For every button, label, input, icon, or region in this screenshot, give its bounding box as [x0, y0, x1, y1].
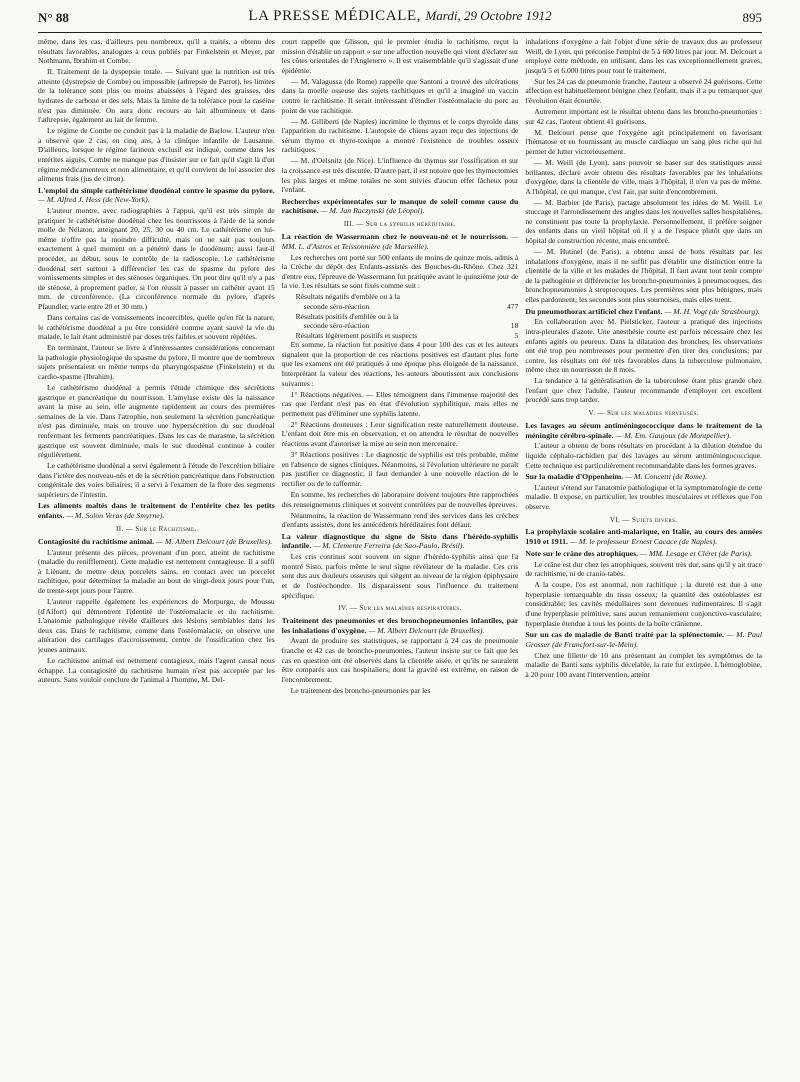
- heading-title: Contagiosité du rachitisme animal.: [38, 536, 155, 546]
- paragraph: inhalations d'oxygène a fait l'objet d'une série de travaux dus au professeur Weill, de Lyon, qui préconise l'emploi de 5 à 600 litres par jour. M. Delcourt a employé cette méthode, en utilisant, dans les cas exceptionnellement graves, jusqu'à 5 et 6.000 litres pour tout le traitement.: [525, 37, 763, 75]
- heading-author: — MM. Lesage et Cléret (de Paris).: [640, 548, 752, 558]
- section-heading: VI. — Sujets divers.: [609, 515, 678, 524]
- article-heading: [38, 537, 275, 547]
- paragraph: Les recherches ont porté sur 500 enfants de moins de quinze mois, admis à la Crèche du dépôt des Enfants-assistés des Bouches-du-Rhône. Chez 321 d'entre eux, l'épreuve de Wassermann fut pratiquée avant le quinzième jour de la vie. Les résultats se sont fixés comme suit :: [281, 252, 519, 291]
- paragraph: Le cathétérisme duodénal a permis l'étude chimique des sécrétions gastrique et pancréatique du nourrisson. L'amylase existe dès la naissance avant la mise au sein, elle augmente rapidement au cours des premières semaines de la vie. Dans l'atrophie, non seulement la sécrétion pancréatique n'est pas diminuée, mais on trouve une hypersécrétion du suc duodénal renfermant les ferments pancréatiques. Dans les cas de marasme, la sécrétion gastrique est souvent diminuée, mais le suc duodénal continue à couler régulièrement.: [38, 383, 275, 460]
- paragraph: La tendance à la généralisation de la tuberculose étant plus grande chez l'enfant que chez l'adulte, l'auteur recommande d'employer cet excellent procédé sans trop tarder.: [525, 376, 763, 405]
- paragraph: Le régime de Combe ne conduit pas à la maladie de Barlow. L'auteur n'en a observé que 2 cas, en cinq ans, à la clinique infantile de Lausanne. D'ailleurs, lorsque le régime farineux exclusif est indiqué, comme dans les entérites aiguës, Combe ne manque pas d'insister sur ce fait qu'il s'agit là d'un régime médicamenteux et non alimentaire, et qu'il convient de lui associer des aliments frais (jus de citron).: [38, 126, 275, 184]
- result-label: seconde séro-réaction: [303, 321, 370, 331]
- paragraph: Chez une fillette de 10 ans présentant au complet les symptômes de la maladie de Banti sans syphilis décelable, la rate fut extirpée. L'hémoglobine, à 20 pour 100 avant l'intervention, atteint: [525, 650, 763, 679]
- heading-author: — M. Albert Delcourt (de Bruxelles).: [156, 536, 273, 546]
- heading-author: — M. Albert Delcourt (de Bruxelles).: [368, 625, 485, 635]
- result-row: [282, 331, 519, 341]
- heading-title: La réaction de Wassermann chez le nouveau-né et le nourrisson.: [281, 232, 509, 242]
- heading-author: — M. Em. Gaujoux (de Montpellier).: [615, 430, 732, 440]
- article-heading: [282, 616, 519, 635]
- article-heading: [38, 501, 275, 520]
- paragraph: Dans certains cas de vomissements incoercibles, quelle qu'en fût la nature, le cathétérisme duodénal a pu être considéré comme ayant sauvé la vie du malade, le lait étant administré par doses très faibles et souvent répétées.: [38, 313, 275, 342]
- article-heading: [282, 197, 519, 216]
- running-title: LA PRESSE MÉDICALE, Mardi, 29 Octobre 1912: [248, 8, 552, 24]
- paragraph: L'auteur s'étend sur l'anatomie pathologique et la symptomatologie de cette maladie. Il expose, en particulier, les troubles musculaires et réflexes que l'on observe.: [525, 482, 763, 512]
- paragraph: — M. Barbier (de Paris), partage absolument les idées de M. Weill. Le stuccage et l'arrondissement des angles dans les nouvelles salles hospitalières, ne constituent pas toute la prophylaxie. Personnellement, il préfère soigner des enfants dans un vieil hôpital où il y a de l'espace plutôt que dans un hôpital de construction récente, mais encombré.: [525, 197, 763, 246]
- article-heading: [282, 232, 519, 251]
- article-heading: [525, 307, 762, 317]
- heading-author: — MM. L. d'Astros et Teissonnière (de Marseille).: [281, 232, 519, 251]
- heading-title: La valeur diagnostique du signe de Sisto dans l'hérédo-syphilis infantile.: [281, 531, 519, 551]
- result-label: Résultats négatifs d'emblée ou à la: [295, 292, 400, 302]
- paragraph: Sur les 24 cas de pneumonie franche, l'auteur a observé 24 guérisons. Cette affection est habituellement bénigne chez l'enfant, mais il a pu remarquer que l'évolution était écourtée.: [525, 76, 763, 105]
- article-heading: [525, 421, 762, 440]
- paragraph: Néanmoins, la réaction de Wassermann rend des services dans les crèches d'enfants assistés, dont les antécédents héréditaires font défaut.: [281, 510, 519, 530]
- paragraph: Autrement important est le résultat obtenu dans les broncho-pneumonies : sur 42 cas, l'auteur obtient 41 guérisons.: [525, 107, 763, 126]
- paragraph: — M. Gilliberti (de Naples) incrimine le thymus et le corps thyroïde dans l'apparition du rachitisme. L'autopsie de chiens ayant reçu des injections de sérum thymo et thyro-toxique a montré l'existence de troubles osseux rachitiques.: [281, 116, 519, 155]
- paragraph: 1° Réactions négatives. — Elles témoignent dans l'immense majorité des cas que l'enfant n'est pas en état d'évolution syphilitique, mais elles ne permettent pas d'éliminer une syphilis latente.: [281, 389, 519, 418]
- paragraph: Le traitement des broncho-pneumonies par les: [290, 685, 431, 695]
- result-row: [282, 302, 519, 312]
- paragraph: — M. d'Oelsnitz (de Nice). L'influence du thymus sur l'ossification et sur la croissance est très discutée. D'autre part, il est notoire que les thymectomies les plus larges et même totales ne sont suivies d'aucun effet fâcheux pour l'enfant.: [281, 156, 519, 195]
- heading-author: — M. le professeur Ernest Cacace (de Naples).: [569, 537, 718, 547]
- heading-title: Recherches expérimentales sur le manque de soleil comme cause du rachitisme.: [281, 196, 519, 216]
- section-heading: II. — Sur le Rachitisme.: [116, 524, 197, 533]
- page-number: 895: [742, 10, 762, 25]
- paragraph: En somme, la réaction fut positive dans 4 pour 100 des cas et les auteurs signalent que la proportion de ces réactions positives est d'autant plus forte que les examens ont été pratiqués à une époque plus éloignée de la naissance. Interprétant la valeur des réactions, les auteurs aboutissent aux conclusions suivantes :: [281, 340, 519, 388]
- paragraph: En collaboration avec M. Pielsticker, l'auteur a pratiqué des injections intra-pleurales d'azote. Une anesthésie courte est parfois nécessaire chez les enfants agités ou peureux. Dans la dilatation des bronches, les observations ont été trop peu nombreuses pour permettre d'en tirer des conclusions; par contre, les résultats ont été très favorables dans la tuberculose pulmonaire, même chez un nourrisson de 8 mois.: [525, 317, 763, 375]
- page-header: [38, 4, 762, 33]
- paragraph: L'auteur a obtenu de bons résultats en procédant à la dilution étendue du liquide céphalo-rachidien par des lavages au sérum antiméningococcique. Cette technique est particulièrement recommandable dans les formes graves.: [525, 441, 763, 470]
- paragraph: Les cris continus sont souvent un signe d'hérédo-syphilis ainsi que l'a montré Sisto, parfois même le seul signe révélateur de la maladie. Ces cris sont dus aux douleurs osseuses qui siègent au niveau de la région épiphysaire et de l'ostéochondre. Ils disparaissent sous l'influence du traitement spécifique.: [281, 552, 519, 600]
- result-label: Résultats légèrement positifs et suspects: [295, 330, 418, 340]
- heading-author: — M. Clemente Ferreira (de Sao-Paulo, Brésil).: [313, 541, 465, 551]
- paragraph: L'auteur présente des pièces, provenant d'un porc, atteint de rachitisme (maladie du renifflement). Cette maladie est nettement contagieuse. Il a suffi à Liénant, de mettre deux porcelets sains, en contact avec un porcelet rachitique, pour déterminer la maladie au bout de vingt-deux jours pour l'un, de trente-sept jours pour l'autre.: [38, 547, 275, 595]
- paragraph: L'auteur montre, avec radiographies à l'appui, qu'il est très simple de pratiquer le cathétérisme duodénal chez les nourrissons à l'aide de la sonde molle de Nélaton, atteignant 20, 25, 30 ou 40 cm. Le cathétérisme en lui-même n'offre pas la moindre difficulté, mais on ne sait pas toujours exactement à quel moment on a pénétré dans le duodénum; aussi faut-il procéder, au début, sous le contrôle de la radioscopie. Le cathétérisme duodénal sert surtout à différencier les cas de spasme du pylore des vomissements simples et des sténoses organiques. On peut dire qu'il n'y a pas de sténose, à proprement parler, si l'on réussit à passer un cathéter ayant 15 mm. de circonférence. (La circonférence normale du pylore, d'après Pfaundler, varie entre 20 et 30 mm.): [38, 206, 275, 311]
- column-2: [282, 37, 519, 1077]
- heading-author: — M. Concetti (de Rome).: [625, 472, 707, 482]
- results-table: [282, 292, 519, 340]
- heading-author: — M. H. Vogt (de Strasbourg).: [664, 306, 760, 316]
- heading-title: Note sur le crâne des atrophiques.: [525, 548, 639, 558]
- article-heading: [525, 549, 762, 559]
- paragraph: II. Traitement de la dyspepsie totale. — Suivant que la nutrition est très atteinte (dystrepsie de Combe) ou impossible (athrepsie de Parrot), les limites de la tolérance sont plus ou moins abaissées à l'égard des graisses, des hydrates de carbone et des sels. Mais la limite de la tolérance pour la caséine n'est pas diminuée. On aura donc recours au lait albumineux et dans l'athrepsie, également au lait de femme.: [38, 67, 275, 125]
- result-row: [282, 321, 519, 331]
- article-columns: [38, 37, 762, 1077]
- article-heading: [282, 532, 519, 551]
- heading-title: Sur la maladie d'Oppenheim.: [525, 472, 624, 482]
- paragraph: Avant de produire ses statistiques, se rapportant à 24 cas de pneumonie franche et 42 cas de broncho-pneumonies, l'auteur insiste sur ce fait que les cas en question ont été observés dans la clientèle aisée, et qu'ils ne sauraient être comparés aux cas hospitaliers, dont la gravité est extrême, en raison de l'encombrement.: [281, 636, 519, 684]
- issue-number: N° 88: [38, 10, 69, 25]
- paragraph: 3° Réactions positives : Le diagnostic de syphilis est très probable, même en l'absence de signes cliniques. Néanmoins, si l'évolution ultérieure ne paraît pas justifier ce diagnostic, il faut demander à une nouvelle réaction de le rectifier ou de le raffermir.: [281, 450, 519, 488]
- issue-date: Mardi, 29 Octobre 1912: [425, 8, 552, 23]
- heading-author: — M. Paul Grosser (de Francfort-sur-le-Mein).: [525, 630, 762, 649]
- heading-author: — M. Solon Veras (de Smyrne).: [66, 511, 165, 521]
- heading-title: La prophylaxie scolaire anti-malarique, en Italie, au cours des années 1910 et 1911.: [525, 527, 763, 547]
- column-3: [525, 37, 762, 1077]
- result-row: [282, 312, 519, 322]
- result-value: 5: [514, 330, 519, 340]
- heading-author: — M. Jan Raczynski (de Léopol).: [320, 206, 425, 216]
- heading-title: Du pneumothorax artificiel chez l'enfant.: [525, 306, 663, 316]
- section-heading: III. — Sur la syphilis héréditaire.: [343, 220, 457, 229]
- result-value: 18: [510, 321, 519, 331]
- paragraph: Le cathétérisme duodénal a servi également à l'étude de l'excrétion biliaire dans l'ictère des nouveau-nés et de la sécrétion pancréatique dans l'obstruction congénitale des voies biliaires; il a servi à l'examen de la flore des segments supérieurs de l'intestin.: [38, 461, 275, 499]
- result-label: Résultats positifs d'emblée ou à la: [295, 311, 399, 321]
- result-label: seconde séro-réaction: [303, 301, 370, 311]
- paragraph: Le rachitisme animal est nettement contagieux, mais l'agent causal nous échappe. La contagiosité du rachitisme humain n'est pas acceptée par les auteurs. Sans vouloir conclure de l'animal à l'homme, M. Del-: [38, 655, 275, 685]
- section-heading: IV. — Sur les maladies respiratoires.: [338, 604, 462, 613]
- result-row: [282, 292, 519, 302]
- article-heading: [38, 186, 275, 205]
- paragraph: même, dans les cas, d'ailleurs peu nombreux, qu'il a traités, a obtenu des résultats favorables, analogues à ceux publiés par Finkelstein et Meyer, par Nothmann, Ibrahim et Combe.: [38, 37, 275, 66]
- paragraph: court rappelle que Glisson, qui le premier étudia le rachitisme, reçut la mission d'établir un rapport « sur une affection nouvelle qui vient d'éclater sur les côtes orientales de l'Angleterre ». Il est vraisemblable qu'il s'agissait d'une épidémie.: [281, 37, 519, 75]
- paragraph: A la coupe, l'os est anormal, non rachitique ; la dureté est due à une hyperplasie remarquable du tissu osseux; la quantité des ostéoblastes est considérable; les cavités médullaires sont devenues rudimentaires. Il s'agit d'une hyperplasie primitive, sans aucun remaniement conjonctivo-vasculaire; hyperplasie étendue à tous les points de la boîte crânienne.: [525, 580, 763, 628]
- article-heading: [525, 472, 762, 482]
- paragraph: — M. Valagussa (de Rome) rappelle que Santoni a trouvé des ulcérations dans la moelle osseuse des sujets rachitiques et qu'il a imaginé un vaccin contre le rachitisme. Il serait intéressant d'étudier l'ostéomalacie du porc au point de vue rachitique.: [281, 76, 519, 115]
- result-value: 477: [507, 301, 519, 311]
- article-heading: [525, 630, 762, 649]
- paragraph: L'auteur rappelle également les expériences de Morpurgo, de Moussu (d'Alfort) qui démontrent l'identité de l'ostéomalacie et du rachitisme. L'anatomie pathologique révèle d'ailleurs des lésions semblables dans les deux cas. Dans le rachitisme, comme dans l'ostéomalacie, on observe une altération des cartilages d'accroissement, centre de l'ossification chez les jeunes animaux.: [38, 596, 275, 654]
- paragraph: En terminant, l'auteur se livre à d'intéressantes considérations concernant la pathologie physiologique du spasme du pylore. Il montre que de nombreux sujets présentaient en même temps du pharyngospasme (Finkelstein) et du cardio-spasme (Ibrahim).: [38, 343, 275, 381]
- heading-title: Traitement des pneumonies et des bronchopneumonies infantiles, par les inhalations d'oxygène.: [281, 615, 519, 635]
- heading-title: L'emploi du simple cathétérisme duodénal contre le spasme du pylore.: [38, 185, 275, 195]
- paragraph: Le crâne est dur chez les atrophiques, souvent très dur, sans qu'il y ait trace de rachitisme, ni de cranio-tabès.: [525, 559, 763, 579]
- article-heading: [525, 527, 762, 546]
- paragraph: — M. Weill (de Lyon), sans pouvoir se baser sur des statistiques aussi brillantes, déclare avoir obtenu des résultats favorables par les inhalations d'oxygène, dans la clientèle de ville, mais à l'hôpital, il n'en va pas de même. A l'hôpital, ce qui manque, c'est l'air, par suite d'encombrement.: [525, 157, 763, 196]
- section-heading: V. — Sur les maladies nerveuses.: [588, 409, 699, 418]
- heading-title: Les lavages au sérum antiméningococcique dans le traitement de la méningite cérébro-spinale.: [525, 420, 763, 440]
- paragraph: 2° Réactions douteuses : Leur signification reste naturellement douteuse. L'enfant doit être mis en observation, et on attendra le résultat de nouvelles réactions avant d'autoriser la mise au sein non mercenaire.: [281, 419, 519, 449]
- paragraph: M. Delcourt pense que l'oxygène agit principalement en favorisant l'hématose et en fournissant au muscle cardiaque un sang plus riche qui lui permet de lutter victorieusement.: [525, 127, 763, 156]
- journal-name: LA PRESSE MÉDICALE: [248, 8, 417, 24]
- heading-author: — M. Alfred J. Hess (de New-York).: [38, 195, 150, 205]
- column-1: [38, 37, 275, 1077]
- paragraph: En somme, les recherches de laboratoire doivent toujours être rapprochées des renseignements cliniques et souvent contrôlées par de nouvelles épreuves.: [281, 489, 519, 509]
- heading-title: Sur un cas de maladie de Banti traité par la splénectomie.: [525, 630, 724, 640]
- heading-title: Les aliments maltés dans le traitement de l'entérite chez les petits enfants.: [38, 501, 275, 521]
- paragraph: — M. Hutinel (de Paris), a obtenu aussi de bons résultats par les inhalations d'oxygène, mais il ne suffit pas d'établir une distinction entre la clientèle de la ville et les malades de l'hôpital. Il faut avant tout tenir compte de la pathogénie et différencier les broncho-pneumonies à pneumocoques, des bronchopneumonies à streptocoques. Les premières sont plus bénignes, mais elles pardonnent; les secondes sont plus sournoises, mais elles tuent.: [525, 247, 763, 305]
